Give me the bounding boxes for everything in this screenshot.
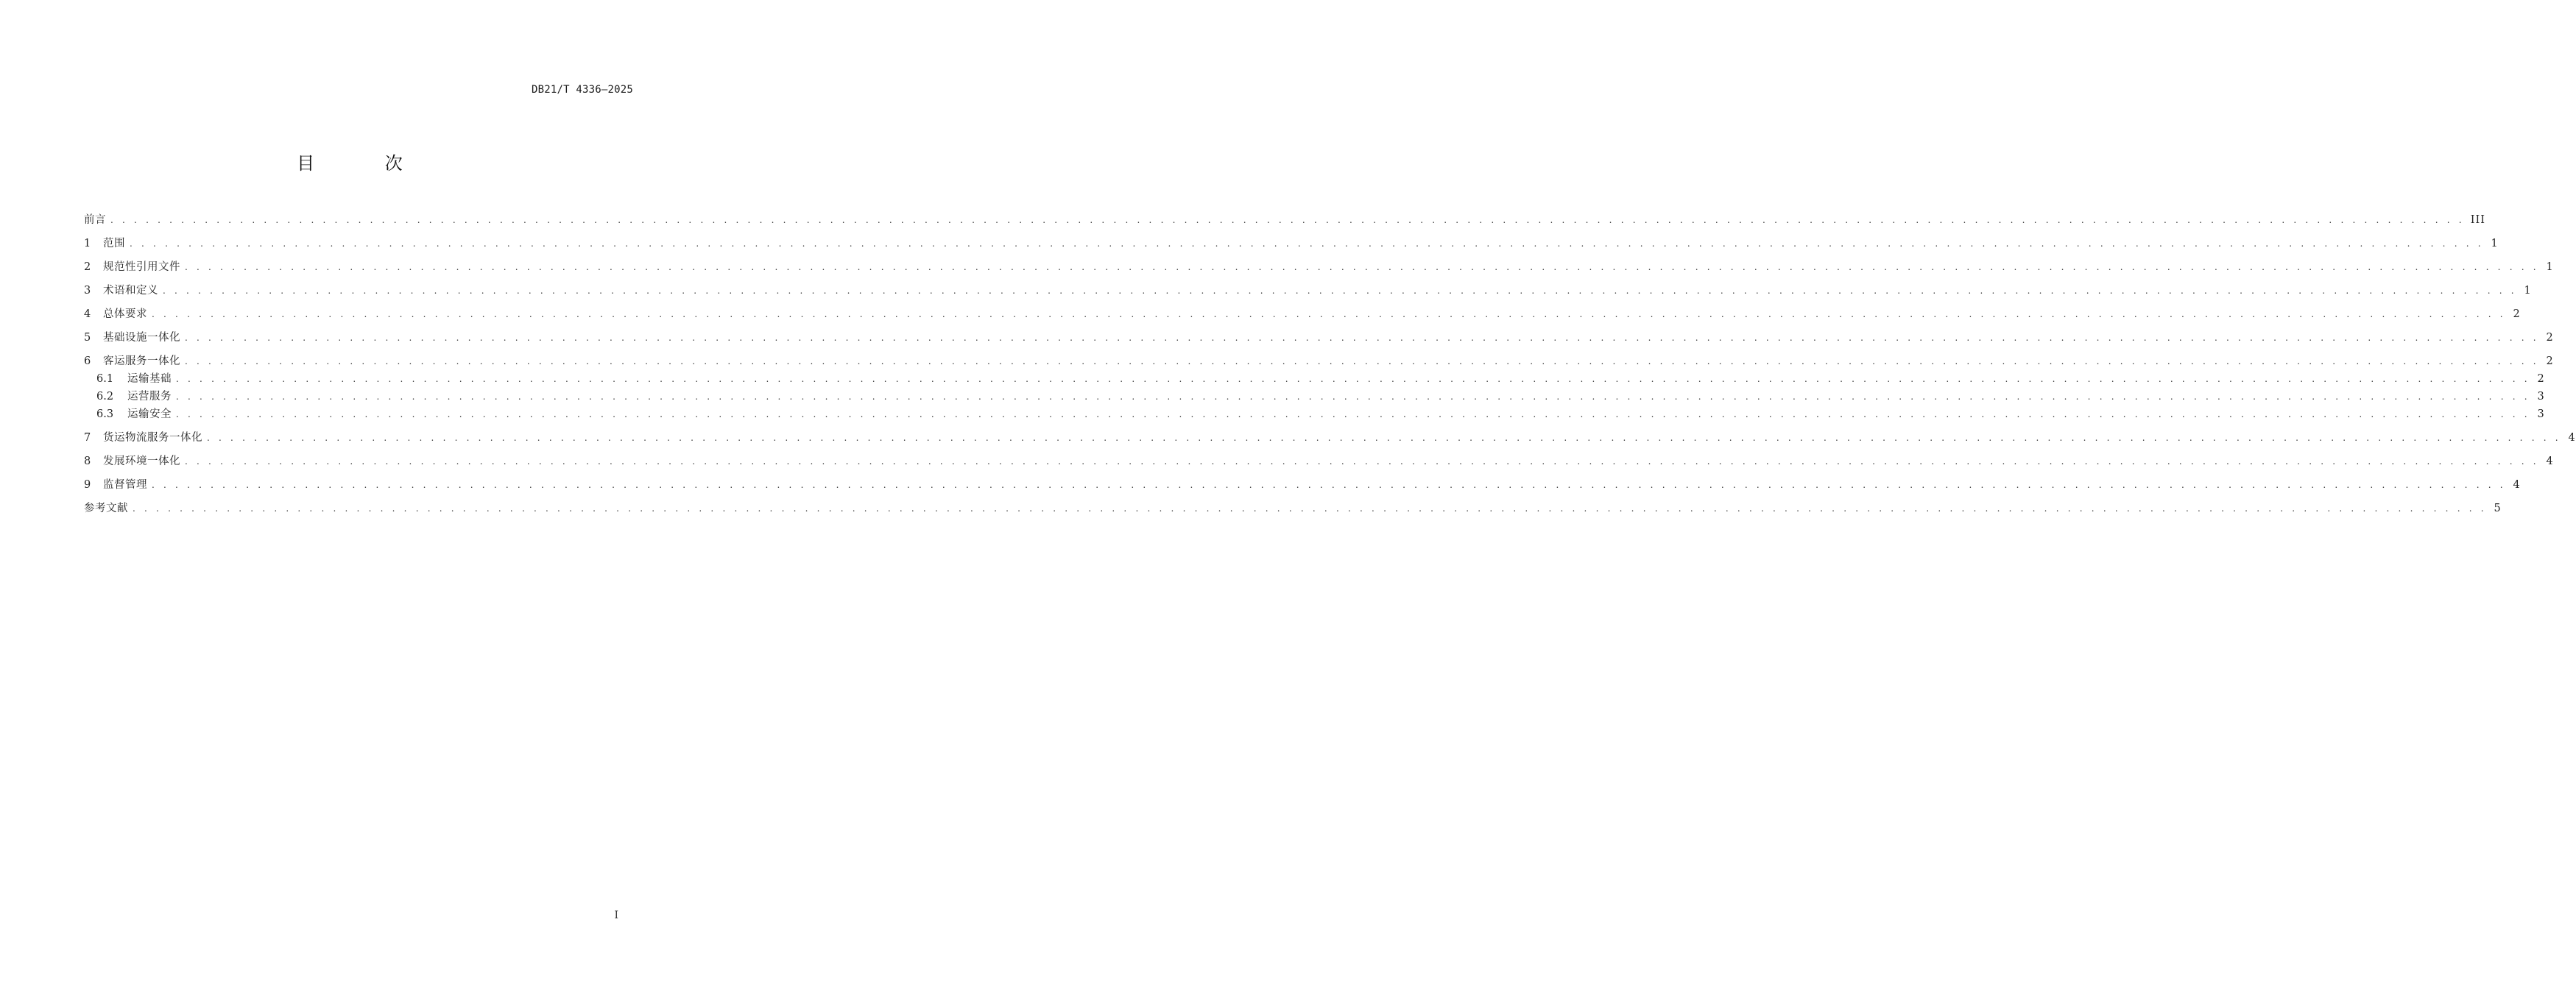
toc-entry-number: 2	[84, 261, 91, 273]
toc-entry-page: 5	[2494, 503, 2502, 514]
toc-leader-dots: . . . . . . . . . . . . . . . . . . . . . . . . . . . . . . . . . . . . . . . . . . . . . . . . . . . . . . . . . . . . . . . . . . . . . . . . . . . . . . . . . . . . . . . . . . . . . . . . . . . . . . . . . . . . . . . . . . . . . . . . . . . . . . . . . . . . . . . . . . . . . . . . . . . . . . . . . . . . . . . . . . . . . . . . . . . . . . . . . . . . . . . . . . . . . . . . . . . . . . . .	[185, 262, 2539, 272]
toc-entry-label: 运输安全	[127, 408, 172, 420]
toc-leader-dots: . . . . . . . . . . . . . . . . . . . . . . . . . . . . . . . . . . . . . . . . . . . . . . . . . . . . . . . . . . . . . . . . . . . . . . . . . . . . . . . . . . . . . . . . . . . . . . . . . . . . . . . . . . . . . . . . . . . . . . . . . . . . . . . . . . . . . . . . . . . . . . . . . . . . . . . . . . . . . . . . . . . . . . . . . . . . . . . . . . . . . . . . . . . . . . . . . . . . . . . .	[176, 374, 2530, 384]
toc-entry-number: 8	[84, 455, 91, 467]
toc-leader-dots: . . . . . . . . . . . . . . . . . . . . . . . . . . . . . . . . . . . . . . . . . . . . . . . . . . . . . . . . . . . . . . . . . . . . . . . . . . . . . . . . . . . . . . . . . . . . . . . . . . . . . . . . . . . . . . . . . . . . . . . . . . . . . . . . . . . . . . . . . . . . . . . . . . . . . . . . . . . . . . . . . . . . . . . . . . . . . . . . . . . . . . . . . . . . . . . . . . . . . . . .	[163, 286, 2517, 296]
toc-subentry[interactable]	[84, 405, 2545, 423]
toc-entry-label: 运输基础	[127, 373, 172, 385]
toc-leader-dots: . . . . . . . . . . . . . . . . . . . . . . . . . . . . . . . . . . . . . . . . . . . . . . . . . . . . . . . . . . . . . . . . . . . . . . . . . . . . . . . . . . . . . . . . . . . . . . . . . . . . . . . . . . . . . . . . . . . . . . . . . . . . . . . . . . . . . . . . . . . . . . . . . . . . . . . . . . . . . . . . . . . . . . . . . . . . . . . . . . . . . . . . . . . . . . . . . . . . . . . .	[185, 333, 2539, 343]
toc-entry-label: 前言	[84, 214, 106, 226]
toc-entry-number: 9	[84, 479, 91, 491]
toc-leader-dots: . . . . . . . . . . . . . . . . . . . . . . . . . . . . . . . . . . . . . . . . . . . . . . . . . . . . . . . . . . . . . . . . . . . . . . . . . . . . . . . . . . . . . . . . . . . . . . . . . . . . . . . . . . . . . . . . . . . . . . . . . . . . . . . . . . . . . . . . . . . . . . . . . . . . . . . . . . . . . . . . . . . . . . . . . . . . . . . . . . . . . . . . . . . . . . . . . . . . . . . .	[110, 215, 2465, 225]
toc-entry[interactable]	[84, 453, 2554, 470]
toc-leader-dots: . . . . . . . . . . . . . . . . . . . . . . . . . . . . . . . . . . . . . . . . . . . . . . . . . . . . . . . . . . . . . . . . . . . . . . . . . . . . . . . . . . . . . . . . . . . . . . . . . . . . . . . . . . . . . . . . . . . . . . . . . . . . . . . . . . . . . . . . . . . . . . . . . . . . . . . . . . . . . . . . . . . . . . . . . . . . . . . . . . . . . . . . . . . . . . . . . . . . . . . .	[130, 238, 2484, 249]
toc-leader-dots: . . . . . . . . . . . . . . . . . . . . . . . . . . . . . . . . . . . . . . . . . . . . . . . . . . . . . . . . . . . . . . . . . . . . . . . . . . . . . . . . . . . . . . . . . . . . . . . . . . . . . . . . . . . . . . . . . . . . . . . . . . . . . . . . . . . . . . . . . . . . . . . . . . . . . . . . . . . . . . . . . . . . . . . . . . . . . . . . . . . . . . . . . . . . . . . . . . . . . . . .	[152, 480, 2506, 490]
toc-entry-label: 运营服务	[127, 391, 172, 403]
toc-leader-dots: . . . . . . . . . . . . . . . . . . . . . . . . . . . . . . . . . . . . . . . . . . . . . . . . . . . . . . . . . . . . . . . . . . . . . . . . . . . . . . . . . . . . . . . . . . . . . . . . . . . . . . . . . . . . . . . . . . . . . . . . . . . . . . . . . . . . . . . . . . . . . . . . . . . . . . . . . . . . . . . . . . . . . . . . . . . . . . . . . . . . . . . . . . . . . . . . . . . . . . . .	[152, 309, 2506, 319]
page-number: I	[614, 910, 618, 921]
toc-leader-dots: . . . . . . . . . . . . . . . . . . . . . . . . . . . . . . . . . . . . . . . . . . . . . . . . . . . . . . . . . . . . . . . . . . . . . . . . . . . . . . . . . . . . . . . . . . . . . . . . . . . . . . . . . . . . . . . . . . . . . . . . . . . . . . . . . . . . . . . . . . . . . . . . . . . . . . . . . . . . . . . . . . . . . . . . . . . . . . . . . . . . . . . . . . . . . . . . . . . . . . . .	[176, 391, 2530, 402]
toc-entry-number: 3	[84, 285, 91, 297]
toc-entry-page: 2	[2537, 373, 2545, 385]
toc-entry[interactable]	[84, 352, 2554, 370]
toc-entry[interactable]	[84, 211, 2485, 229]
toc-entry-label: 总体要求	[103, 308, 147, 320]
toc-entry-page: 4	[2513, 479, 2521, 491]
toc-entry-number: 6.1	[96, 373, 114, 385]
toc-entry-label: 规范性引用文件	[103, 261, 180, 273]
toc-entry-label: 基础设施一体化	[103, 332, 180, 344]
toc-entry-page: 4	[2546, 455, 2554, 467]
toc-entry-label: 发展环境一体化	[103, 455, 180, 467]
toc-entry-number: 5	[84, 332, 91, 344]
toc-entry-label: 术语和定义	[103, 285, 158, 297]
toc-entry-page: 2	[2546, 355, 2554, 367]
toc-entry[interactable]	[84, 305, 2521, 323]
table-of-contents	[84, 211, 2576, 517]
toc-leader-dots: . . . . . . . . . . . . . . . . . . . . . . . . . . . . . . . . . . . . . . . . . . . . . . . . . . . . . . . . . . . . . . . . . . . . . . . . . . . . . . . . . . . . . . . . . . . . . . . . . . . . . . . . . . . . . . . . . . . . . . . . . . . . . . . . . . . . . . . . . . . . . . . . . . . . . . . . . . . . . . . . . . . . . . . . . . . . . . . . . . . . . . . . . . . . . . . . . . . . . . . .	[133, 503, 2487, 514]
toc-leader-dots: . . . . . . . . . . . . . . . . . . . . . . . . . . . . . . . . . . . . . . . . . . . . . . . . . . . . . . . . . . . . . . . . . . . . . . . . . . . . . . . . . . . . . . . . . . . . . . . . . . . . . . . . . . . . . . . . . . . . . . . . . . . . . . . . . . . . . . . . . . . . . . . . . . . . . . . . . . . . . . . . . . . . . . . . . . . . . . . . . . . . . . . . . . . . . . . . . . . . . . . .	[207, 433, 2561, 443]
toc-entry-page: III	[2470, 214, 2485, 226]
toc-entry-page: 2	[2513, 308, 2521, 320]
toc-entry[interactable]	[84, 235, 2499, 252]
toc-entry-number: 7	[84, 432, 91, 444]
toc-entry[interactable]	[84, 282, 2532, 299]
toc-entry[interactable]	[84, 329, 2554, 347]
toc-subentry[interactable]	[84, 388, 2545, 405]
toc-entry-number: 1	[84, 238, 91, 249]
toc-entry[interactable]	[84, 258, 2554, 276]
toc-entry-page: 1	[2524, 285, 2532, 297]
standard-number: DB21/T 4336—2025	[531, 84, 633, 96]
toc-entry[interactable]	[84, 476, 2521, 494]
page-title: 目 次	[297, 153, 435, 174]
toc-entry-label: 参考文献	[84, 503, 128, 514]
toc-entry-label: 货运物流服务一体化	[103, 432, 202, 444]
toc-entry-page: 1	[2546, 261, 2554, 273]
toc-entry-label: 客运服务一体化	[103, 355, 180, 367]
toc-leader-dots: . . . . . . . . . . . . . . . . . . . . . . . . . . . . . . . . . . . . . . . . . . . . . . . . . . . . . . . . . . . . . . . . . . . . . . . . . . . . . . . . . . . . . . . . . . . . . . . . . . . . . . . . . . . . . . . . . . . . . . . . . . . . . . . . . . . . . . . . . . . . . . . . . . . . . . . . . . . . . . . . . . . . . . . . . . . . . . . . . . . . . . . . . . . . . . . . . . . . . . . .	[185, 356, 2539, 366]
toc-entry-page: 1	[2491, 238, 2499, 249]
toc-entry-label: 范围	[103, 238, 125, 249]
toc-entry-number: 4	[84, 308, 91, 320]
toc-leader-dots: . . . . . . . . . . . . . . . . . . . . . . . . . . . . . . . . . . . . . . . . . . . . . . . . . . . . . . . . . . . . . . . . . . . . . . . . . . . . . . . . . . . . . . . . . . . . . . . . . . . . . . . . . . . . . . . . . . . . . . . . . . . . . . . . . . . . . . . . . . . . . . . . . . . . . . . . . . . . . . . . . . . . . . . . . . . . . . . . . . . . . . . . . . . . . . . . . . . . . . . .	[185, 456, 2539, 467]
toc-entry[interactable]	[84, 500, 2502, 517]
toc-entry-number: 6.2	[96, 391, 114, 403]
toc-entry-number: 6	[84, 355, 91, 367]
toc-entry-number: 6.3	[96, 408, 114, 420]
toc-entry-label: 监督管理	[103, 479, 147, 491]
toc-entry-page: 4	[2568, 432, 2576, 444]
toc-subentry[interactable]	[84, 370, 2545, 388]
toc-entry-page: 3	[2537, 391, 2545, 403]
toc-entry[interactable]	[84, 429, 2576, 447]
toc-entry-page: 3	[2537, 408, 2545, 420]
toc-leader-dots: . . . . . . . . . . . . . . . . . . . . . . . . . . . . . . . . . . . . . . . . . . . . . . . . . . . . . . . . . . . . . . . . . . . . . . . . . . . . . . . . . . . . . . . . . . . . . . . . . . . . . . . . . . . . . . . . . . . . . . . . . . . . . . . . . . . . . . . . . . . . . . . . . . . . . . . . . . . . . . . . . . . . . . . . . . . . . . . . . . . . . . . . . . . . . . . . . . . . . . . .	[176, 409, 2530, 419]
toc-entry-page: 2	[2546, 332, 2554, 344]
